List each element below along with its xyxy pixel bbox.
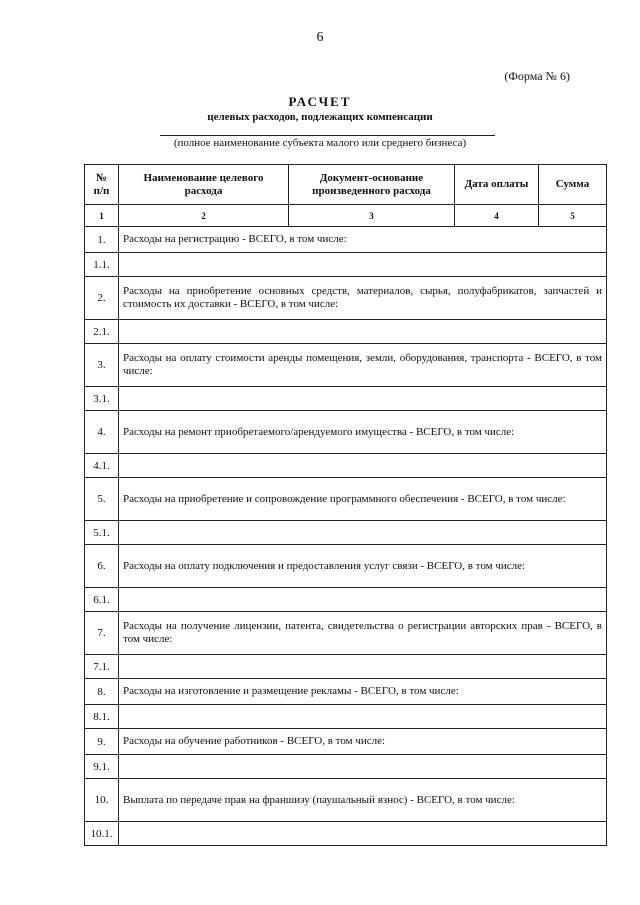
- table-body: [85, 227, 607, 846]
- row-number: 3.: [85, 344, 119, 387]
- table-row: [85, 227, 607, 253]
- table-row: [85, 521, 607, 545]
- expense-description: Расходы на приобретение основных средств, материалов, сырья, полуфабрикатов, запчастей и стоимость их доставки - ВСЕГО, в том числе:: [119, 277, 607, 320]
- table-row: [85, 755, 607, 779]
- row-number: 4.: [85, 411, 119, 454]
- table-row: [85, 729, 607, 755]
- column-index: 3: [289, 205, 455, 227]
- document-title: РАСЧЕТ: [288, 94, 352, 109]
- column-index: 2: [119, 205, 289, 227]
- row-number: 8.: [85, 679, 119, 705]
- table-row: [85, 612, 607, 655]
- column-index: 5: [539, 205, 607, 227]
- header-number-line1: №: [95, 171, 108, 184]
- table-row: [85, 344, 607, 387]
- table-row: [85, 320, 607, 344]
- table-row: [85, 822, 607, 846]
- expense-description: Расходы на изготовление и размещение рекламы - ВСЕГО, в том числе:: [119, 679, 607, 705]
- expense-detail-cell: [119, 320, 607, 344]
- table-row: [85, 253, 607, 277]
- expense-detail-cell: [119, 253, 607, 277]
- row-number: 3.1.: [85, 387, 119, 411]
- expense-detail-cell: [119, 588, 607, 612]
- header-expense-name: [119, 165, 289, 205]
- table-header-row: [85, 165, 607, 205]
- header-document-line1: Документ-основание: [319, 171, 424, 184]
- table-row: [85, 387, 607, 411]
- page-number: 6: [316, 30, 324, 45]
- expense-detail-cell: [119, 755, 607, 779]
- table-row: [85, 454, 607, 478]
- header-document-line2: произведенного расхода: [312, 184, 431, 197]
- header-payment-date: Дата оплаты: [455, 165, 539, 205]
- row-number: 5.: [85, 478, 119, 521]
- expense-table: [84, 164, 607, 846]
- expense-detail-cell: [119, 822, 607, 846]
- row-number: 6.1.: [85, 588, 119, 612]
- expense-detail-cell: [119, 454, 607, 478]
- expense-description: Расходы на ремонт приобретаемого/арендуемого имущества - ВСЕГО, в том числе:: [119, 411, 607, 454]
- expense-detail-cell: [119, 655, 607, 679]
- table-row: [85, 411, 607, 454]
- row-number: 6.: [85, 545, 119, 588]
- row-number: 2.1.: [85, 320, 119, 344]
- expense-description: Расходы на обучение работников - ВСЕГО, в том числе:: [119, 729, 607, 755]
- row-number: 10.1.: [85, 822, 119, 846]
- column-index: 4: [455, 205, 539, 227]
- header-sum: Сумма: [539, 165, 607, 205]
- header-number: [85, 165, 119, 205]
- business-name-caption: (полное наименование субъекта малого или среднего бизнеса): [173, 137, 467, 149]
- row-number: 9.: [85, 729, 119, 755]
- column-index: 1: [85, 205, 119, 227]
- table-row: [85, 779, 607, 822]
- row-number: 2.: [85, 277, 119, 320]
- column-index-row: [85, 205, 607, 227]
- header-document: [289, 165, 455, 205]
- table-row: [85, 705, 607, 729]
- form-label: (Форма № 6): [504, 69, 570, 83]
- header-expense-name-line1: Наименование целевого: [143, 171, 264, 184]
- table-row: [85, 655, 607, 679]
- table-row: [85, 277, 607, 320]
- expense-description: Расходы на оплату подключения и предоставления услуг связи - ВСЕГО, в том числе:: [119, 545, 607, 588]
- expense-detail-cell: [119, 705, 607, 729]
- row-number: 8.1.: [85, 705, 119, 729]
- row-number: 9.1.: [85, 755, 119, 779]
- expense-description: Расходы на приобретение и сопровождение программного обеспечения - ВСЕГО, в том числе:: [119, 478, 607, 521]
- expense-description: Расходы на получение лицензии, патента, свидетельства о регистрации авторских прав - ВСЕГО, в том числе:: [119, 612, 607, 655]
- row-number: 7.: [85, 612, 119, 655]
- table-row: [85, 588, 607, 612]
- header-expense-name-line2: расхода: [184, 184, 223, 197]
- row-number: 10.: [85, 779, 119, 822]
- table-row: [85, 545, 607, 588]
- expense-detail-cell: [119, 387, 607, 411]
- row-number: 4.1.: [85, 454, 119, 478]
- row-number: 5.1.: [85, 521, 119, 545]
- expense-detail-cell: [119, 521, 607, 545]
- header-number-line2: п/п: [93, 184, 110, 197]
- row-number: 1.: [85, 227, 119, 253]
- expense-description: Выплата по передаче прав на франшизу (паушальный взнос) - ВСЕГО, в том числе:: [119, 779, 607, 822]
- table-row: [85, 478, 607, 521]
- business-name-line: [160, 135, 495, 136]
- row-number: 1.1.: [85, 253, 119, 277]
- expense-description: Расходы на оплату стоимости аренды помещения, земли, оборудования, транспорта - ВСЕГО, в том числе:: [119, 344, 607, 387]
- document-subtitle: целевых расходов, подлежащих компенсации: [207, 111, 433, 123]
- table-row: [85, 679, 607, 705]
- expense-description: Расходы на регистрацию - ВСЕГО, в том числе:: [119, 227, 607, 253]
- row-number: 7.1.: [85, 655, 119, 679]
